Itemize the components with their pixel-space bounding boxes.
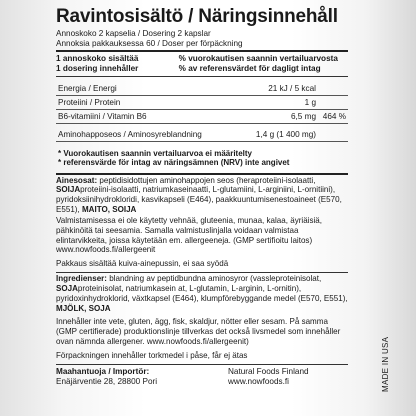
ingredients-fi: Ainesosat: peptidisidottujen aminohappojen seos (heraproteiini-isolaatti, SOIJAproteiini-isolaatti, natriumkaseinaatti, L-glutamiini, L-arginiini, L-ornitiini), pyridoksiinihydrokloridi, kasvikapseli (E464), paakkuuntumisenestoaineet (E570, E551), MAITO, SOIJA — [56, 175, 342, 215]
importer-block — [56, 367, 348, 387]
importer-address: Enäjärventie 28, 28800 Pori — [56, 376, 158, 386]
row-amount: 6,5 mg — [239, 110, 318, 124]
label-text — [56, 176, 348, 361]
row-pct — [318, 82, 348, 96]
allergen-info-fi: Valmistamisessa ei ole käytetty vehnää, gluteenia, munaa, kalaa, äyriäisiä, pähkinöitä tai seesamia. Samalla valmistuslinjalla voidaan valmistaa elintarvikkeita, joissa käytetään em. allergeeneja. (GMP sertifioitu laitos) www.nowfoods.fi/allergeenit — [56, 215, 322, 255]
footnote-fi: * Vuorokautisen saannin vertailuarvoa ei määritelty — [58, 148, 252, 158]
desiccant-note-fi: Pakkaus sisältää kuiva-ainepussin, ei saa syödä — [56, 259, 229, 269]
header-left-sv: 1 dosering innehåller — [56, 64, 139, 74]
footnote-sv: * referensvärde för intag av näringsämnen (NRV) inte angivet — [58, 158, 290, 168]
page-title: Ravintosisältö / Näringsinnehåll — [56, 6, 338, 27]
nutrition-table — [56, 82, 348, 142]
header-left-fi: 1 annoskoko sisältää — [56, 54, 139, 64]
row-pct — [318, 128, 348, 142]
row-amount: 1,4 g (1 400 mg) — [239, 128, 318, 142]
row-name: Proteiini / Protein — [56, 96, 239, 110]
supplement-label — [56, 6, 348, 387]
table-row — [56, 82, 348, 96]
header-right-sv: % av referensvärdet för dagligt intag — [178, 64, 321, 74]
row-pct — [318, 96, 348, 110]
table-row — [56, 96, 348, 110]
footnotes — [56, 147, 348, 171]
desiccant-note-sv: Förpackningen innehåller torkmedel i påse, får ej ätas — [56, 351, 248, 360]
serving-info — [56, 29, 348, 48]
row-name: B6-vitamiini / Vitamin B6 — [56, 110, 239, 124]
table-header — [56, 52, 348, 76]
ingredients-sv: Ingredienser: blandning av peptidbundna aminosyror (vassleproteinisolat, SOJAproteinisolat, natriumkasein at, L-glutamin, L-arginin, L-ornitin), pyridoxinhydroklorid, växtkapsel (E464), klumpförebyggande medel (E570, E551), MJÖLK, SOJA — [56, 274, 348, 313]
table-row — [56, 128, 348, 142]
importer-company: Natural Foods Finland — [228, 366, 309, 376]
importer-label: Maahantuoja / Importör: — [56, 366, 150, 376]
servings-per-pack: Annoksia pakkauksessa 60 / Doser per förpäckning — [56, 38, 243, 48]
divider — [56, 173, 348, 175]
row-pct: 464 % — [318, 110, 348, 124]
serving-size: Annoskoko 2 kapselia / Dosering 2 kapslar — [56, 29, 211, 38]
divider — [56, 364, 348, 365]
allergen-info-sv: Innehåller inte vete, gluten, ägg, fisk, skaldjur, nötter eller sesam. På samma (GMP certifierade) produktionslinje tillverkas det också livsmedel som innehåller ovan nämnda allergener. www.nowfoods.fi/allergeenit) — [56, 317, 341, 347]
row-amount: 21 kJ / 5 kcal — [239, 82, 318, 96]
made-in-label: MADE IN USA — [381, 336, 390, 392]
header-right-fi: % vuorokautisen saannin vertailuarvosta — [178, 54, 338, 64]
row-name: Aminohapposeos / Aminosyreblandning — [56, 128, 239, 142]
divider — [56, 272, 348, 273]
table-row — [56, 110, 348, 124]
importer-web: www.nowfoods.fi — [228, 376, 289, 386]
row-amount: 1 g — [239, 96, 318, 110]
row-name: Energia / Energi — [56, 82, 239, 96]
